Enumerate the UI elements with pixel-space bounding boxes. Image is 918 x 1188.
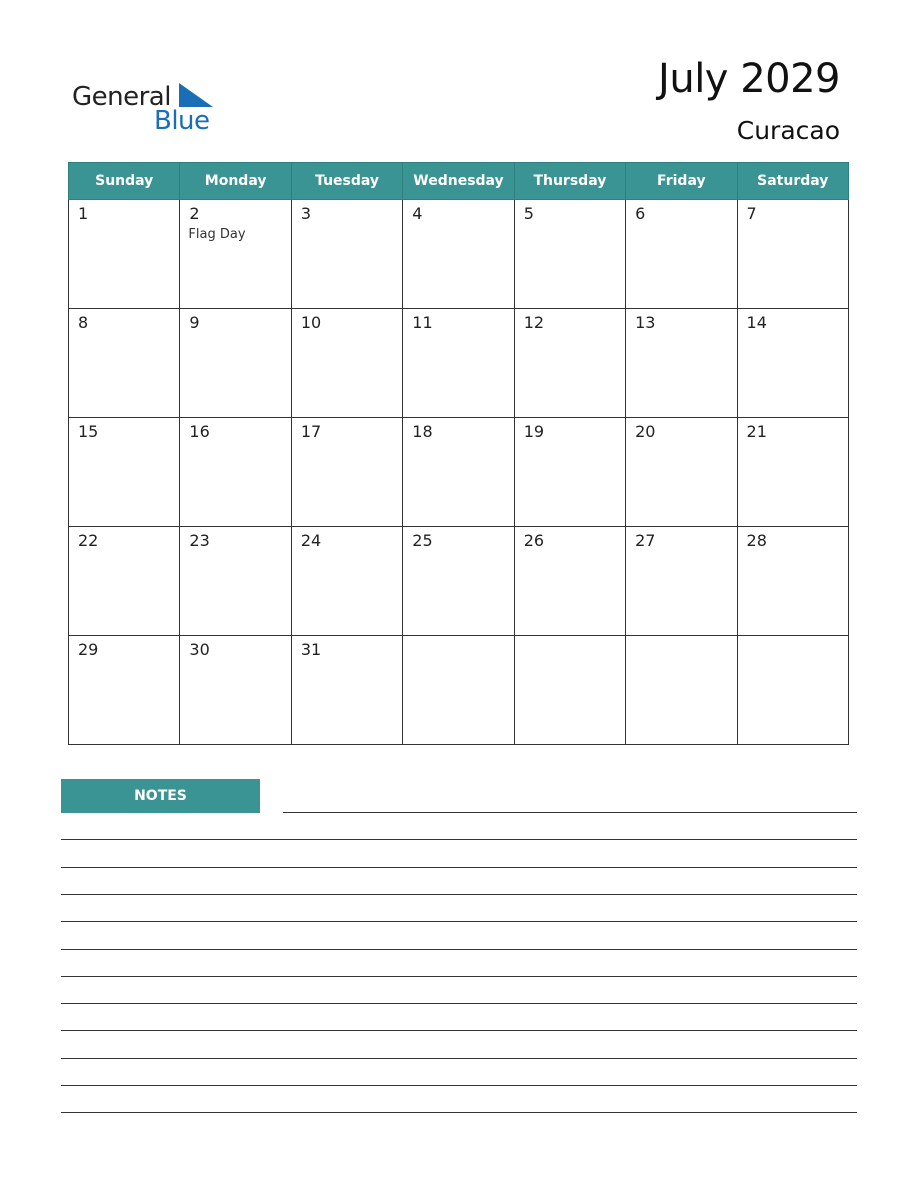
day-number: 19 <box>523 422 545 441</box>
calendar-day-cell <box>180 200 291 309</box>
calendar-day-cell <box>291 200 402 309</box>
calendar-day-cell <box>69 309 180 418</box>
calendar-day-cell <box>180 309 291 418</box>
brand-name-blue: Blue <box>154 106 210 136</box>
day-number: 26 <box>523 531 545 550</box>
weekday-friday: Friday <box>626 163 737 200</box>
note-line <box>61 1112 857 1113</box>
day-number: 6 <box>635 204 646 223</box>
calendar-day-cell <box>626 527 737 636</box>
day-number: 22 <box>78 531 99 550</box>
calendar-day-cell <box>69 418 180 527</box>
day-number: 10 <box>300 313 322 332</box>
day-number: 3 <box>300 204 312 223</box>
calendar-week-row <box>69 309 849 418</box>
calendar-day-cell <box>69 200 180 309</box>
note-line <box>61 921 857 922</box>
day-number: 18 <box>412 422 433 441</box>
brand-name-general: General <box>72 82 171 112</box>
day-number: 25 <box>412 531 433 550</box>
weekday-tuesday: Tuesday <box>291 163 402 200</box>
day-number: 5 <box>523 204 534 223</box>
calendar-day-cell <box>626 200 737 309</box>
calendar-day-cell <box>403 200 514 309</box>
country-name: Curacao <box>736 116 840 145</box>
weekday-thursday: Thursday <box>514 163 625 200</box>
note-line <box>61 1030 857 1031</box>
calendar-day-cell <box>737 636 848 745</box>
calendar-day-cell <box>737 200 848 309</box>
day-number: 16 <box>189 422 210 441</box>
calendar-day-cell <box>514 200 625 309</box>
day-number: 12 <box>523 313 545 332</box>
day-number: 17 <box>300 422 322 441</box>
day-number: 15 <box>78 422 99 441</box>
page-title: July 2029 <box>658 56 840 102</box>
brand-flag-icon <box>179 83 213 107</box>
note-line <box>283 812 857 813</box>
calendar-week-row <box>69 527 849 636</box>
day-number: 30 <box>189 640 210 659</box>
calendar-day-cell <box>69 636 180 745</box>
calendar-day-cell <box>626 418 737 527</box>
brand-logo <box>72 80 232 140</box>
calendar-day-cell <box>291 418 402 527</box>
calendar-week-row <box>69 418 849 527</box>
calendar-day-cell <box>291 309 402 418</box>
calendar-day-cell <box>514 418 625 527</box>
weekday-wednesday: Wednesday <box>403 163 514 200</box>
weekday-monday: Monday <box>180 163 291 200</box>
weekday-sunday: Sunday <box>69 163 180 200</box>
calendar-week-row <box>69 636 849 745</box>
calendar-day-cell <box>514 527 625 636</box>
note-line <box>61 1058 857 1059</box>
note-line <box>61 1003 857 1004</box>
day-number: 27 <box>635 531 656 550</box>
note-line <box>61 949 857 950</box>
calendar-day-cell <box>737 418 848 527</box>
calendar-day-cell <box>291 527 402 636</box>
day-number: 21 <box>746 422 767 441</box>
calendar-day-cell <box>403 309 514 418</box>
calendar-day-cell <box>69 527 180 636</box>
calendar-day-cell <box>180 418 291 527</box>
calendar-day-cell <box>737 309 848 418</box>
calendar-day-cell <box>403 418 514 527</box>
calendar-grid <box>68 162 849 745</box>
notes-label: NOTES <box>61 779 260 813</box>
calendar-day-cell <box>180 636 291 745</box>
holiday-event: Flag Day <box>188 227 246 242</box>
day-number: 11 <box>412 313 433 332</box>
day-number: 24 <box>300 531 322 550</box>
note-line <box>61 976 857 977</box>
day-number: 9 <box>189 313 200 332</box>
calendar-day-cell <box>737 527 848 636</box>
day-number: 4 <box>412 204 423 223</box>
calendar-day-cell <box>626 636 737 745</box>
day-number: 8 <box>78 313 89 332</box>
calendar-day-cell <box>514 309 625 418</box>
day-number: 23 <box>189 531 210 550</box>
day-number: 29 <box>78 640 99 659</box>
day-number: 1 <box>78 204 89 223</box>
calendar-day-cell <box>180 527 291 636</box>
note-line <box>61 894 857 895</box>
day-number: 14 <box>746 313 767 332</box>
note-line <box>61 1085 857 1086</box>
day-number: 20 <box>635 422 656 441</box>
day-number: 28 <box>746 531 767 550</box>
calendar-day-cell <box>403 527 514 636</box>
calendar-day-cell <box>403 636 514 745</box>
calendar-week-row <box>69 200 849 309</box>
day-number: 13 <box>635 313 656 332</box>
weekday-saturday: Saturday <box>737 163 848 200</box>
calendar-day-cell <box>514 636 625 745</box>
calendar-day-cell <box>626 309 737 418</box>
note-line <box>61 839 857 840</box>
day-number: 7 <box>746 204 757 223</box>
calendar-day-cell <box>291 636 402 745</box>
day-number: 31 <box>300 640 322 659</box>
note-line <box>61 867 857 868</box>
weekday-header-row <box>69 163 849 200</box>
day-number: 2 <box>189 204 200 223</box>
